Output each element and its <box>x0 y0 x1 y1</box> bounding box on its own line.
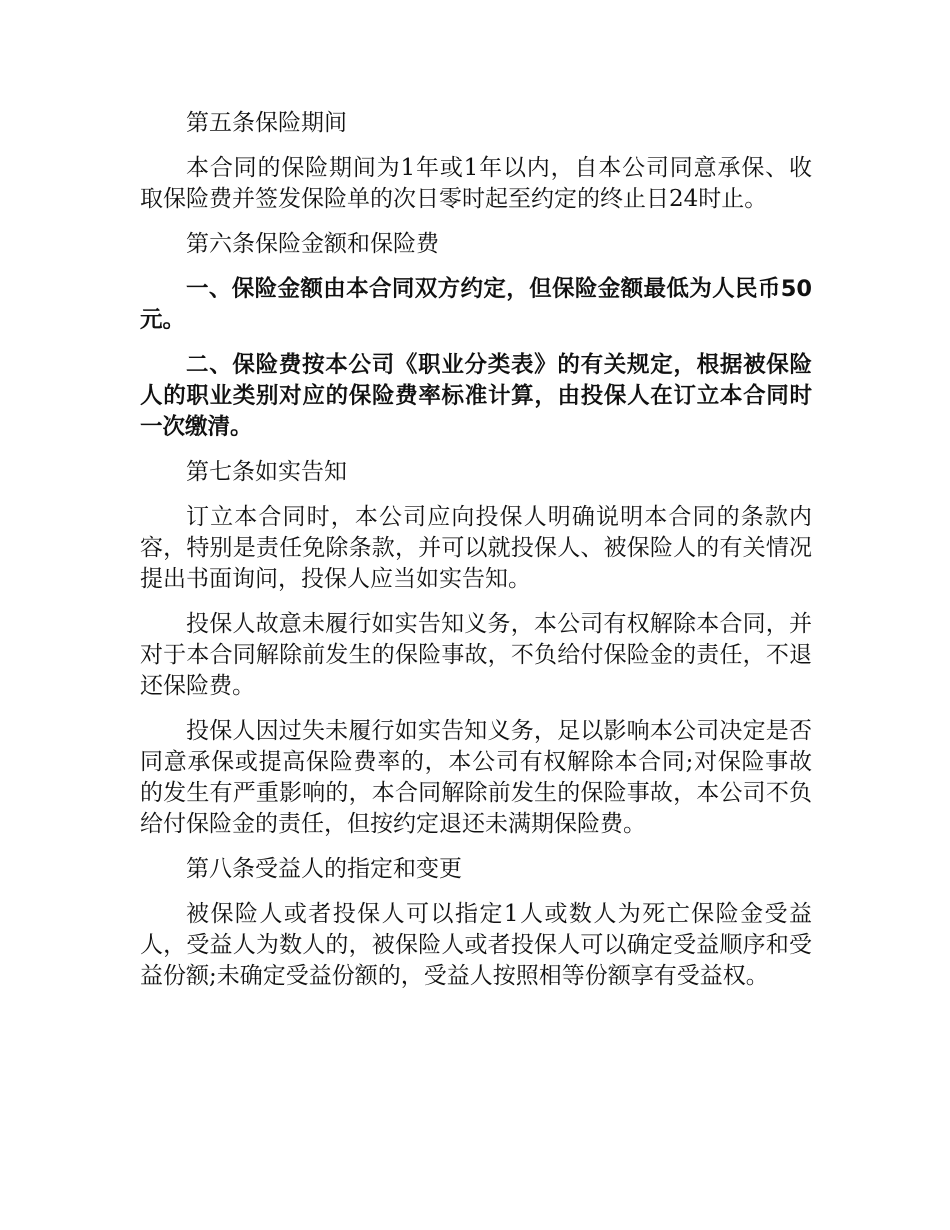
document-body <box>140 108 812 1006</box>
article-5-paragraph-1: 本合同的保险期间为1年或1年以内，自本公司同意承保、收取保险费并签发保险单的次日零时起至约定的终止日24时止。 <box>140 155 812 212</box>
article-7-heading: 第七条如实告知 <box>186 459 347 485</box>
article-7-paragraph-2: 投保人故意未履行如实告知义务，本公司有权解除本合同，并对于本合同解除前发生的保险事故，不负给付保险金的责任，不退还保险费。 <box>140 611 812 699</box>
article-7-paragraph-3: 投保人因过失未履行如实告知义务，足以影响本公司决定是否同意承保或提高保险费率的，本公司有权解除本合同;对保险事故的发生有严重影响的，本合同解除前发生的保险事故，本公司不负给付保险金的责任，但按约定退还未满期保险费。 <box>140 718 812 837</box>
article-7-paragraph-1: 订立本合同时，本公司应向投保人明确说明本合同的条款内容，特别是责任免除条款，并可以就投保人、被保险人的有关情况提出书面询问，投保人应当如实告知。 <box>140 504 812 592</box>
article-8-heading: 第八条受益人的指定和变更 <box>186 856 462 882</box>
article-6-paragraph-2: 二、保险费按本公司《职业分类表》的有关规定，根据被保险人的职业类别对应的保险费率标准计算，由投保人在订立本合同时一次缴清。 <box>140 352 812 440</box>
article-6-paragraph-1: 一、保险金额由本合同双方约定，但保险金额最低为人民币50元。 <box>140 276 812 333</box>
article-5-heading: 第五条保险期间 <box>186 110 347 136</box>
article-6-heading: 第六条保险金额和保险费 <box>186 231 439 257</box>
article-8-paragraph-1: 被保险人或者投保人可以指定1人或数人为死亡保险金受益人，受益人为数人的，被保险人或者投保人可以确定受益顺序和受益份额;未确定受益份额的，受益人按照相等份额享有受益权。 <box>140 901 812 989</box>
